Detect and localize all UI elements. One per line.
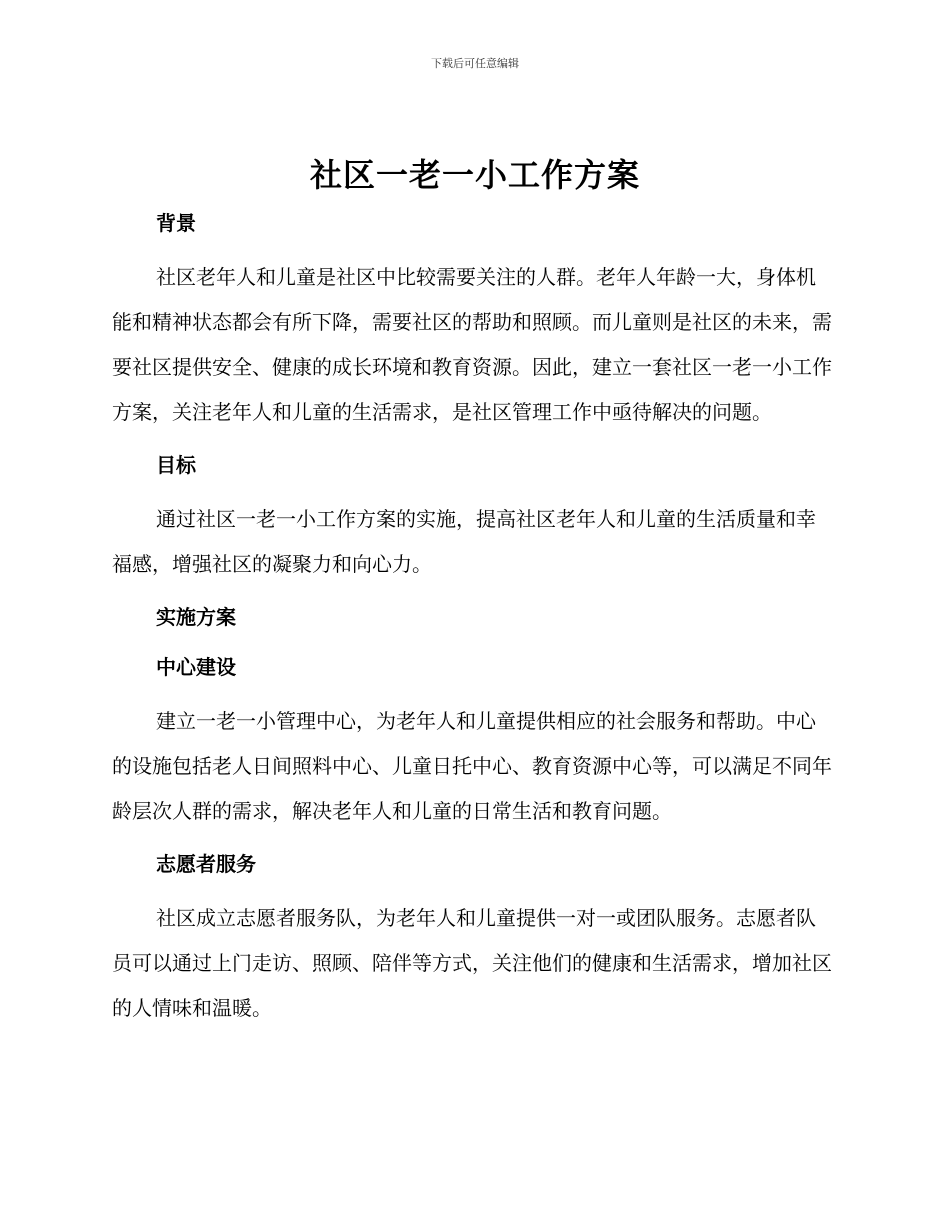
section-heading-volunteer: 志愿者服务 (156, 852, 256, 876)
section-heading-plan: 实施方案 (156, 605, 236, 629)
section-heading-goal: 目标 (156, 453, 196, 477)
document-title: 社区一老一小工作方案 (309, 156, 640, 194)
section-heading-center: 中心建设 (156, 655, 236, 679)
section-heading-background: 背景 (156, 211, 196, 235)
paragraph-center: 建立一老一小管理中心，为老年人和儿童提供相应的社会服务和帮助。中心的设施包括老人日间照料中心、儿童日托中心、教育资源中心等，可以满足不同年龄层次人群的需求，解决老年人和儿童的日常生活和教育问题。 (112, 709, 832, 823)
paragraph-volunteer: 社区成立志愿者服务队，为老年人和儿童提供一对一或团队服务。志愿者队员可以通过上门走访、照顾、陪伴等方式，关注他们的健康和生活需求，增加社区的人情味和温暖。 (112, 906, 832, 1020)
document-body (112, 203, 832, 1031)
paragraph-goal: 通过社区一老一小工作方案的实施，提高社区老年人和儿童的生活质量和幸福感，增强社区的凝聚力和向心力。 (112, 507, 816, 576)
paragraph-background: 社区老年人和儿童是社区中比较需要关注的人群。老年人年龄一大，身体机能和精神状态都会有所下降，需要社区的帮助和照顾。而儿童则是社区的未来，需要社区提供安全、健康的成长环境和教育资源。因此，建立一套社区一老一小工作方案，关注老年人和儿童的生活需求，是社区管理工作中亟待解决的问题。 (112, 265, 832, 424)
header-note: 下载后可任意编辑 (431, 57, 519, 70)
